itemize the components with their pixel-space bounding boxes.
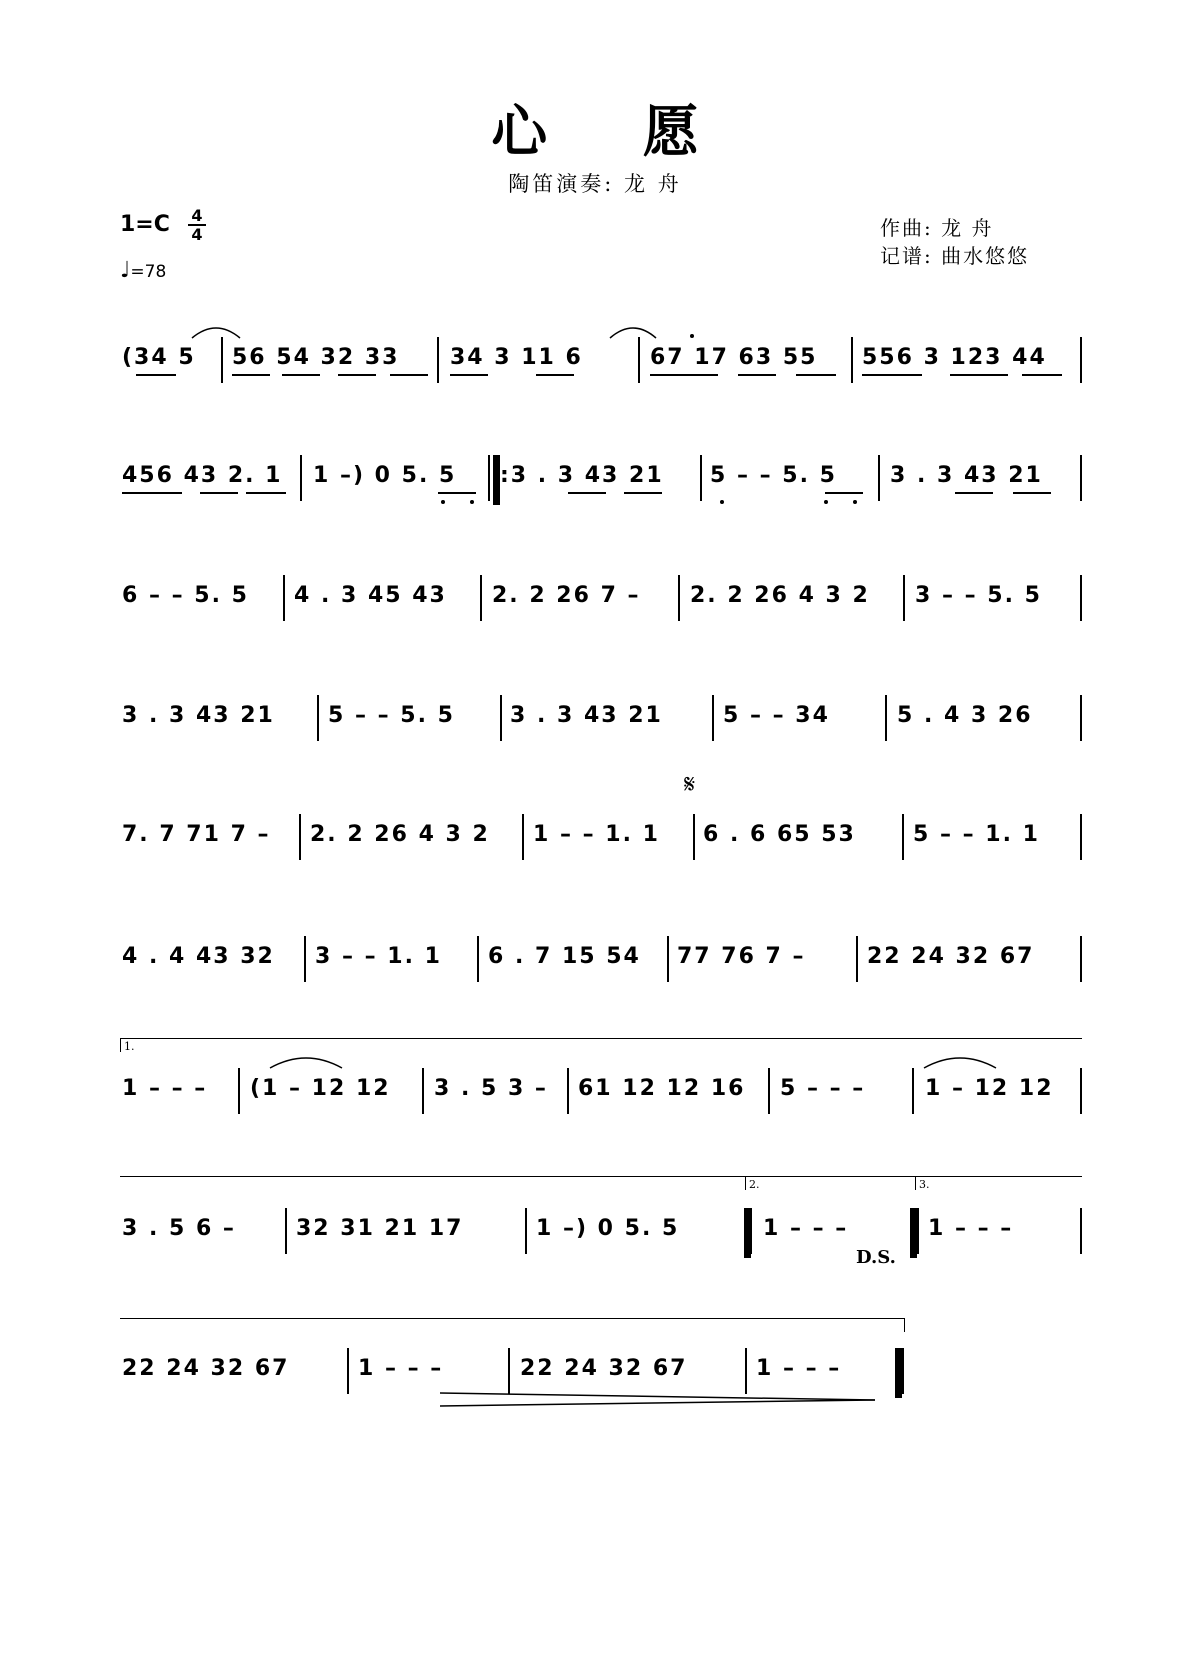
beam-underline <box>796 374 836 376</box>
barline <box>768 1068 770 1114</box>
octave-dot <box>441 500 445 504</box>
measure: 2. 2 26 4 3 2 <box>690 583 870 608</box>
beam-underline <box>624 492 662 494</box>
time-signature <box>188 208 206 242</box>
barline <box>304 936 306 982</box>
credits <box>880 214 1029 270</box>
barline <box>1080 936 1082 982</box>
barline <box>902 814 904 860</box>
barline <box>567 1068 569 1114</box>
barline <box>903 575 905 621</box>
barline <box>667 936 669 982</box>
beam-underline <box>122 492 182 494</box>
octave-dot <box>720 500 724 504</box>
measure: 56 54 32 33 <box>232 345 400 370</box>
beam-underline <box>246 492 286 494</box>
volta-2-bracket <box>745 1176 915 1177</box>
measure: (1 – 12 12 <box>250 1076 391 1101</box>
barline <box>477 936 479 982</box>
beam-underline <box>650 374 688 376</box>
barline <box>422 1068 424 1114</box>
octave-dot <box>690 334 694 338</box>
measure: 1 – – – <box>763 1216 849 1241</box>
barline <box>317 695 319 741</box>
barline <box>300 455 302 501</box>
measure: 3 . 3 43 21 <box>890 463 1043 488</box>
volta-1-label: 1. <box>124 1040 135 1053</box>
beam-underline <box>688 374 718 376</box>
barline <box>1080 337 1082 383</box>
beam-underline <box>1022 374 1062 376</box>
volta-3-bracket-left <box>915 1176 916 1190</box>
measure: 1 –) 0 5. 5 <box>313 463 457 488</box>
decrescendo-hairpin <box>440 1388 880 1408</box>
measure: :3 . 3 43 21 <box>500 463 664 488</box>
quarter-note-icon: ♩ <box>120 258 131 283</box>
barline <box>1080 1068 1082 1114</box>
measure: 77 76 7 – <box>677 944 806 969</box>
barline <box>678 575 680 621</box>
measure: 1 – – – <box>358 1356 444 1381</box>
barline <box>638 337 640 383</box>
measure: 2. 2 26 4 3 2 <box>310 822 490 847</box>
measure: 61 12 12 16 <box>578 1076 746 1101</box>
measure: 5 – – 5. 5 <box>710 463 837 488</box>
barline <box>1080 455 1082 501</box>
page-title: 心 愿 <box>491 99 737 165</box>
barline <box>347 1348 349 1394</box>
barline <box>912 1068 914 1114</box>
slur <box>922 1054 998 1070</box>
volta-2-bracket-left <box>745 1176 746 1190</box>
measure: 67 17 63 55 <box>650 345 818 370</box>
barline <box>437 337 439 383</box>
ending-bracket <box>120 1318 905 1319</box>
measure: 1 – – 1. 1 <box>533 822 660 847</box>
measure: 6 . 6 65 53 <box>703 822 856 847</box>
beam-underline <box>1013 492 1051 494</box>
beam-underline <box>950 374 1008 376</box>
measure: 5 – – 34 <box>723 703 830 728</box>
ds-marking: D.S. <box>856 1247 896 1268</box>
octave-dot <box>824 500 828 504</box>
volta-2-label: 2. <box>749 1178 760 1191</box>
slur <box>608 324 658 340</box>
measure: 3 – – 5. 5 <box>915 583 1042 608</box>
octave-dot <box>470 500 474 504</box>
composer-credit: 作曲: 龙 舟 <box>880 216 994 240</box>
barline <box>700 455 702 501</box>
beam-underline <box>438 492 476 494</box>
repeat-end-barline <box>744 1208 751 1258</box>
beam-underline <box>536 374 574 376</box>
beam-underline <box>862 374 922 376</box>
beam-underline <box>450 374 488 376</box>
beam-underline <box>338 374 376 376</box>
segno-icon: 𝄋 <box>684 770 696 800</box>
repeat-start-barline <box>493 455 500 505</box>
volta-3-bracket <box>915 1176 1082 1177</box>
beam-underline <box>200 492 238 494</box>
final-barline <box>895 1348 902 1398</box>
tempo-marking <box>120 258 166 283</box>
barline <box>851 337 853 383</box>
measure: 1 – – – <box>928 1216 1014 1241</box>
measure: 7. 7 71 7 – <box>122 822 271 847</box>
key-signature: 1=C <box>120 212 170 237</box>
barline <box>1080 575 1082 621</box>
measure: 5 – – 5. 5 <box>328 703 455 728</box>
barline <box>299 814 301 860</box>
beam-underline <box>136 374 176 376</box>
barline <box>525 1208 527 1254</box>
measure: 3 . 5 6 – <box>122 1216 236 1241</box>
measure: 1 – – – <box>122 1076 208 1101</box>
measure: 6 . 7 15 54 <box>488 944 641 969</box>
beam-underline <box>282 374 320 376</box>
measure: 1 – – – <box>756 1356 842 1381</box>
measure: 3 – – 1. 1 <box>315 944 442 969</box>
barline <box>878 455 880 501</box>
barline <box>488 455 490 501</box>
barline <box>285 1208 287 1254</box>
barline <box>1080 1208 1082 1254</box>
beam-underline <box>738 374 776 376</box>
volta-3-label: 3. <box>919 1178 930 1191</box>
barline <box>221 337 223 383</box>
measure: (34 5 <box>122 345 196 370</box>
barline <box>1080 814 1082 860</box>
measure: 2. 2 26 7 – <box>492 583 641 608</box>
measure: 32 31 21 17 <box>296 1216 464 1241</box>
measure: 6 – – 5. 5 <box>122 583 249 608</box>
measure: 5 . 4 3 26 <box>897 703 1033 728</box>
barline <box>1080 695 1082 741</box>
barline <box>885 695 887 741</box>
measure: 1 – 12 12 <box>925 1076 1054 1101</box>
barline <box>480 575 482 621</box>
measure: 3 . 3 43 21 <box>510 703 663 728</box>
tempo-value: =78 <box>130 262 167 282</box>
ending-bracket-right <box>904 1318 905 1332</box>
volta-1-bracket <box>120 1038 1082 1039</box>
measure: 22 24 32 67 <box>867 944 1035 969</box>
slur <box>190 324 242 340</box>
staff-divider <box>120 1176 745 1177</box>
measure: 5 – – – <box>780 1076 866 1101</box>
volta-1-bracket-left <box>120 1038 121 1052</box>
barline <box>902 1348 904 1394</box>
barline <box>283 575 285 621</box>
beam-underline <box>825 492 863 494</box>
measure: 3 . 3 43 21 <box>122 703 275 728</box>
time-signature-top: 4 <box>191 206 203 225</box>
beam-underline <box>232 374 270 376</box>
measure: 4 . 4 43 32 <box>122 944 275 969</box>
performer-subtitle: 陶笛演奏: 龙 舟 <box>508 172 682 196</box>
barline <box>238 1068 240 1114</box>
measure: 22 24 32 67 <box>520 1356 688 1381</box>
slur <box>268 1054 344 1070</box>
measure: 1 –) 0 5. 5 <box>536 1216 680 1241</box>
octave-dot <box>853 500 857 504</box>
barline <box>500 695 502 741</box>
barline <box>917 1208 919 1254</box>
beam-underline <box>955 492 993 494</box>
measure: 456 43 2. 1 <box>122 463 283 488</box>
measure: 4 . 3 45 43 <box>294 583 447 608</box>
measure: 5 – – 1. 1 <box>913 822 1040 847</box>
measure: 556 3 123 44 <box>862 345 1047 370</box>
beam-underline <box>390 374 428 376</box>
measure: 22 24 32 67 <box>122 1356 290 1381</box>
measure: 34 3 11 6 <box>450 345 583 370</box>
measure: 3 . 5 3 – <box>434 1076 548 1101</box>
barline <box>856 936 858 982</box>
transcriber-credit: 记谱: 曲水悠悠 <box>880 244 1030 268</box>
barline <box>693 814 695 860</box>
time-signature-bottom: 4 <box>191 225 203 244</box>
barline <box>522 814 524 860</box>
beam-underline <box>568 492 606 494</box>
barline <box>712 695 714 741</box>
double-barline <box>910 1208 917 1258</box>
